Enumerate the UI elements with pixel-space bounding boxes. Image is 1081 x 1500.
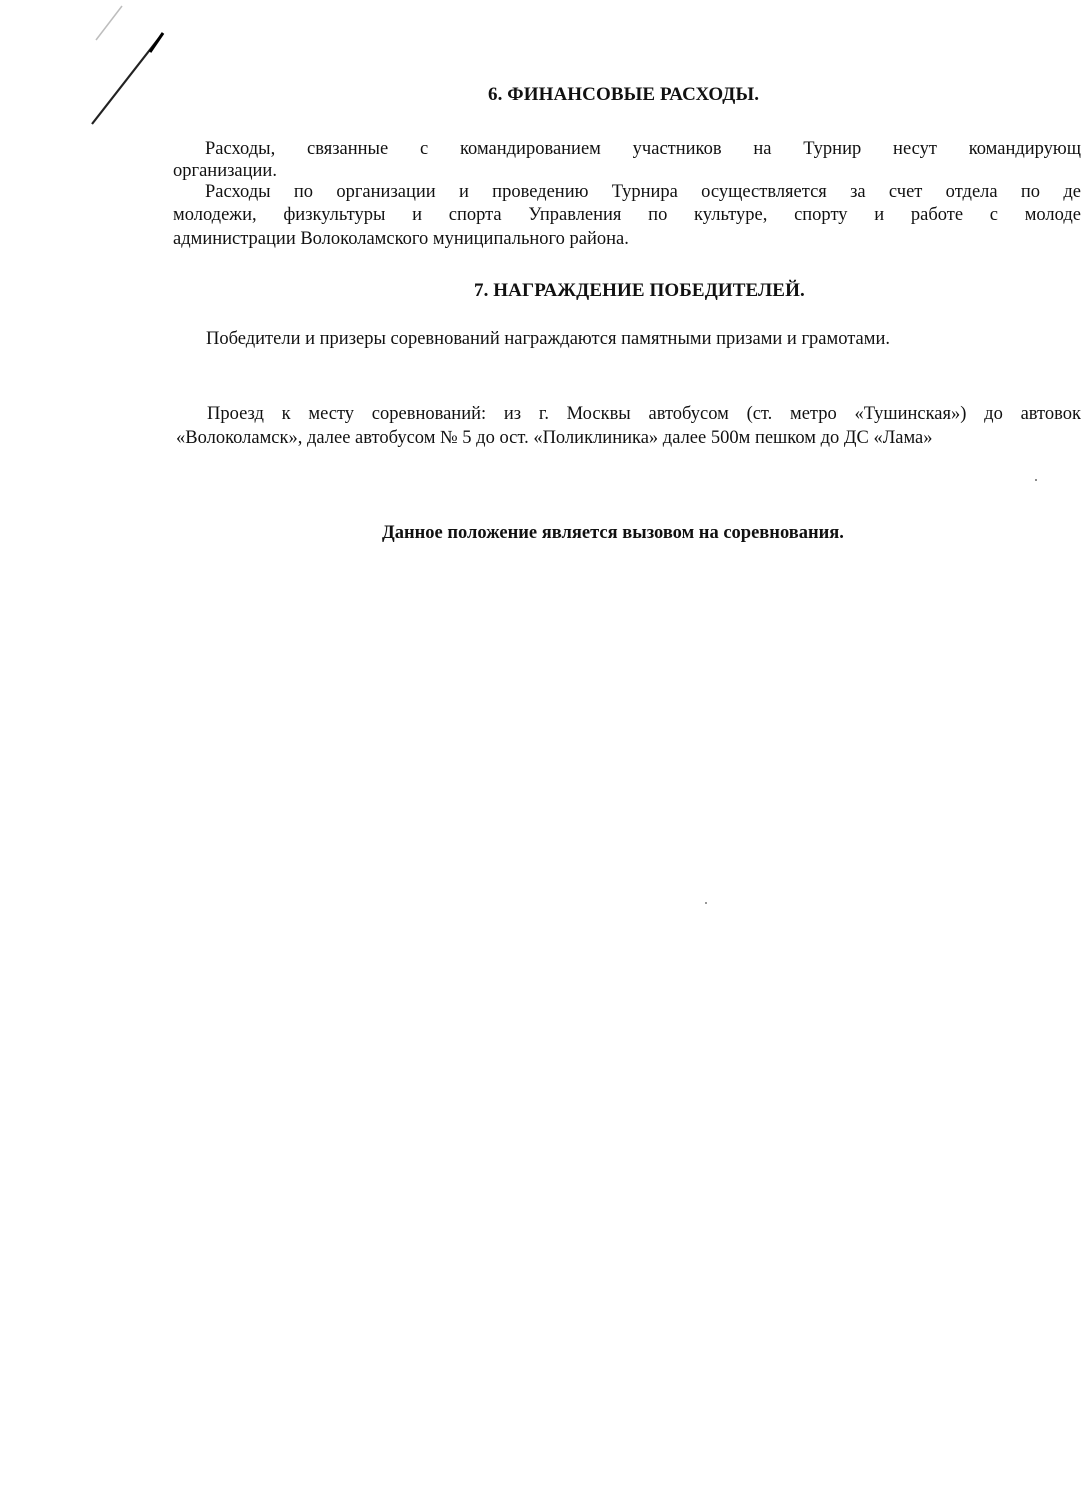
closing-statement: Данное положение является вызовом на соревнования. bbox=[382, 523, 844, 543]
section-7-heading: 7. НАГРАЖДЕНИЕ ПОБЕДИТЕЛЕЙ. bbox=[474, 280, 805, 301]
section-6-line-1: Расходы, связанные с командированием участников на Турнир несут командирующ bbox=[205, 139, 1081, 159]
pen-stroke-tip bbox=[150, 33, 163, 52]
section-6-line-2: организации. bbox=[173, 161, 277, 181]
travel-line-1: Проезд к месту соревнований: из г. Москвы автобусом (ст. метро «Тушинская») до автовок bbox=[207, 404, 1081, 424]
scan-edge-line bbox=[96, 6, 122, 40]
section-6-line-4: молодежи, физкультуры и спорта Управления по культуре, спорту и работе с молоде bbox=[173, 205, 1081, 225]
section-6-heading: 6. ФИНАНСОВЫЕ РАСХОДЫ. bbox=[488, 84, 760, 105]
scan-speck bbox=[705, 902, 707, 904]
pen-stroke bbox=[92, 33, 163, 124]
scan-speck bbox=[1035, 479, 1037, 481]
travel-line-2: «Волоколамск», далее автобусом № 5 до ост. «Поликлиника» далее 500м пешком до ДС «Лама» bbox=[176, 428, 933, 448]
section-6-line-3: Расходы по организации и проведению Турнира осуществляется за счет отдела по де bbox=[205, 182, 1081, 202]
section-6-line-5: администрации Волоколамского муниципального района. bbox=[173, 229, 629, 249]
section-7-text: Победители и призеры соревнований награждаются памятными призами и грамотами. bbox=[206, 329, 890, 349]
